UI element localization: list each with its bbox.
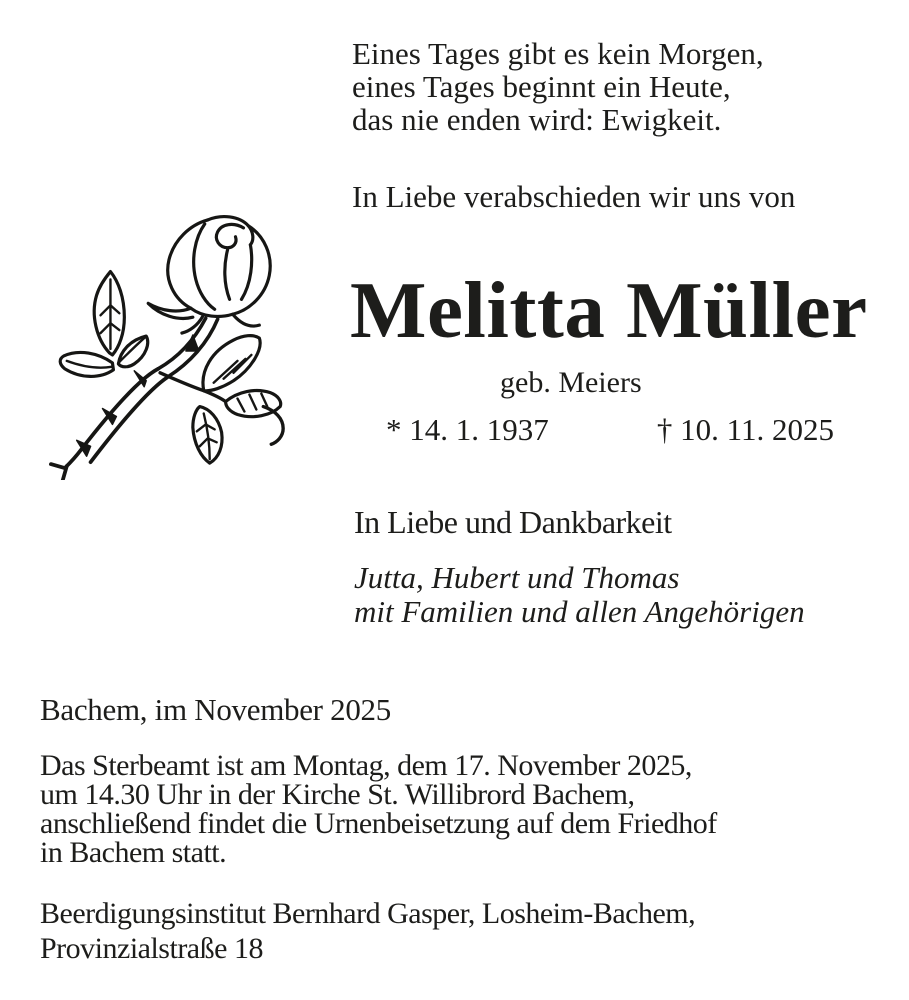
service-line: um 14.30 Uhr in der Kirche St. Willibrord Bachem, bbox=[40, 778, 635, 811]
service-announcement bbox=[40, 751, 717, 867]
service-line: Das Sterbeamt ist am Montag, dem 17. November 2025, bbox=[40, 749, 692, 782]
verse-line: eines Tages beginnt ein Heute, bbox=[352, 69, 731, 104]
farewell-line: In Liebe und Dankbarkeit bbox=[354, 504, 672, 540]
mourners-line: Jutta, Hubert und Thomas bbox=[354, 560, 680, 595]
service-line: in Bachem statt. bbox=[40, 836, 227, 869]
intro-line: In Liebe verabschieden wir uns von bbox=[352, 179, 796, 214]
place-date-line: Bachem, im November 2025 bbox=[40, 692, 391, 727]
deceased-name: Melitta Müller bbox=[350, 265, 868, 355]
maiden-name: geb. Meiers bbox=[500, 366, 642, 399]
service-line: anschließend findet die Urnenbeisetzung auf dem Friedhof bbox=[40, 807, 717, 840]
birth-date: * 14. 1. 1937 bbox=[386, 412, 549, 447]
funeral-home-block bbox=[40, 896, 695, 966]
death-date: † 10. 11. 2025 bbox=[656, 412, 834, 447]
verse-line: das nie enden wird: Ewigkeit. bbox=[352, 102, 722, 137]
mourners-line: mit Familien und allen Angehörigen bbox=[354, 594, 805, 629]
funeral-home-line: Beerdigungsinstitut Bernhard Gasper, Losheim-Bachem, bbox=[40, 897, 696, 930]
funeral-home-line: Provinzialstraße 18 bbox=[40, 932, 263, 965]
verse-line: Eines Tages gibt es kein Morgen, bbox=[352, 36, 764, 71]
life-dates bbox=[352, 412, 882, 448]
rose-icon bbox=[38, 212, 303, 482]
mourners-block bbox=[354, 561, 805, 629]
opening-verse bbox=[352, 37, 764, 136]
